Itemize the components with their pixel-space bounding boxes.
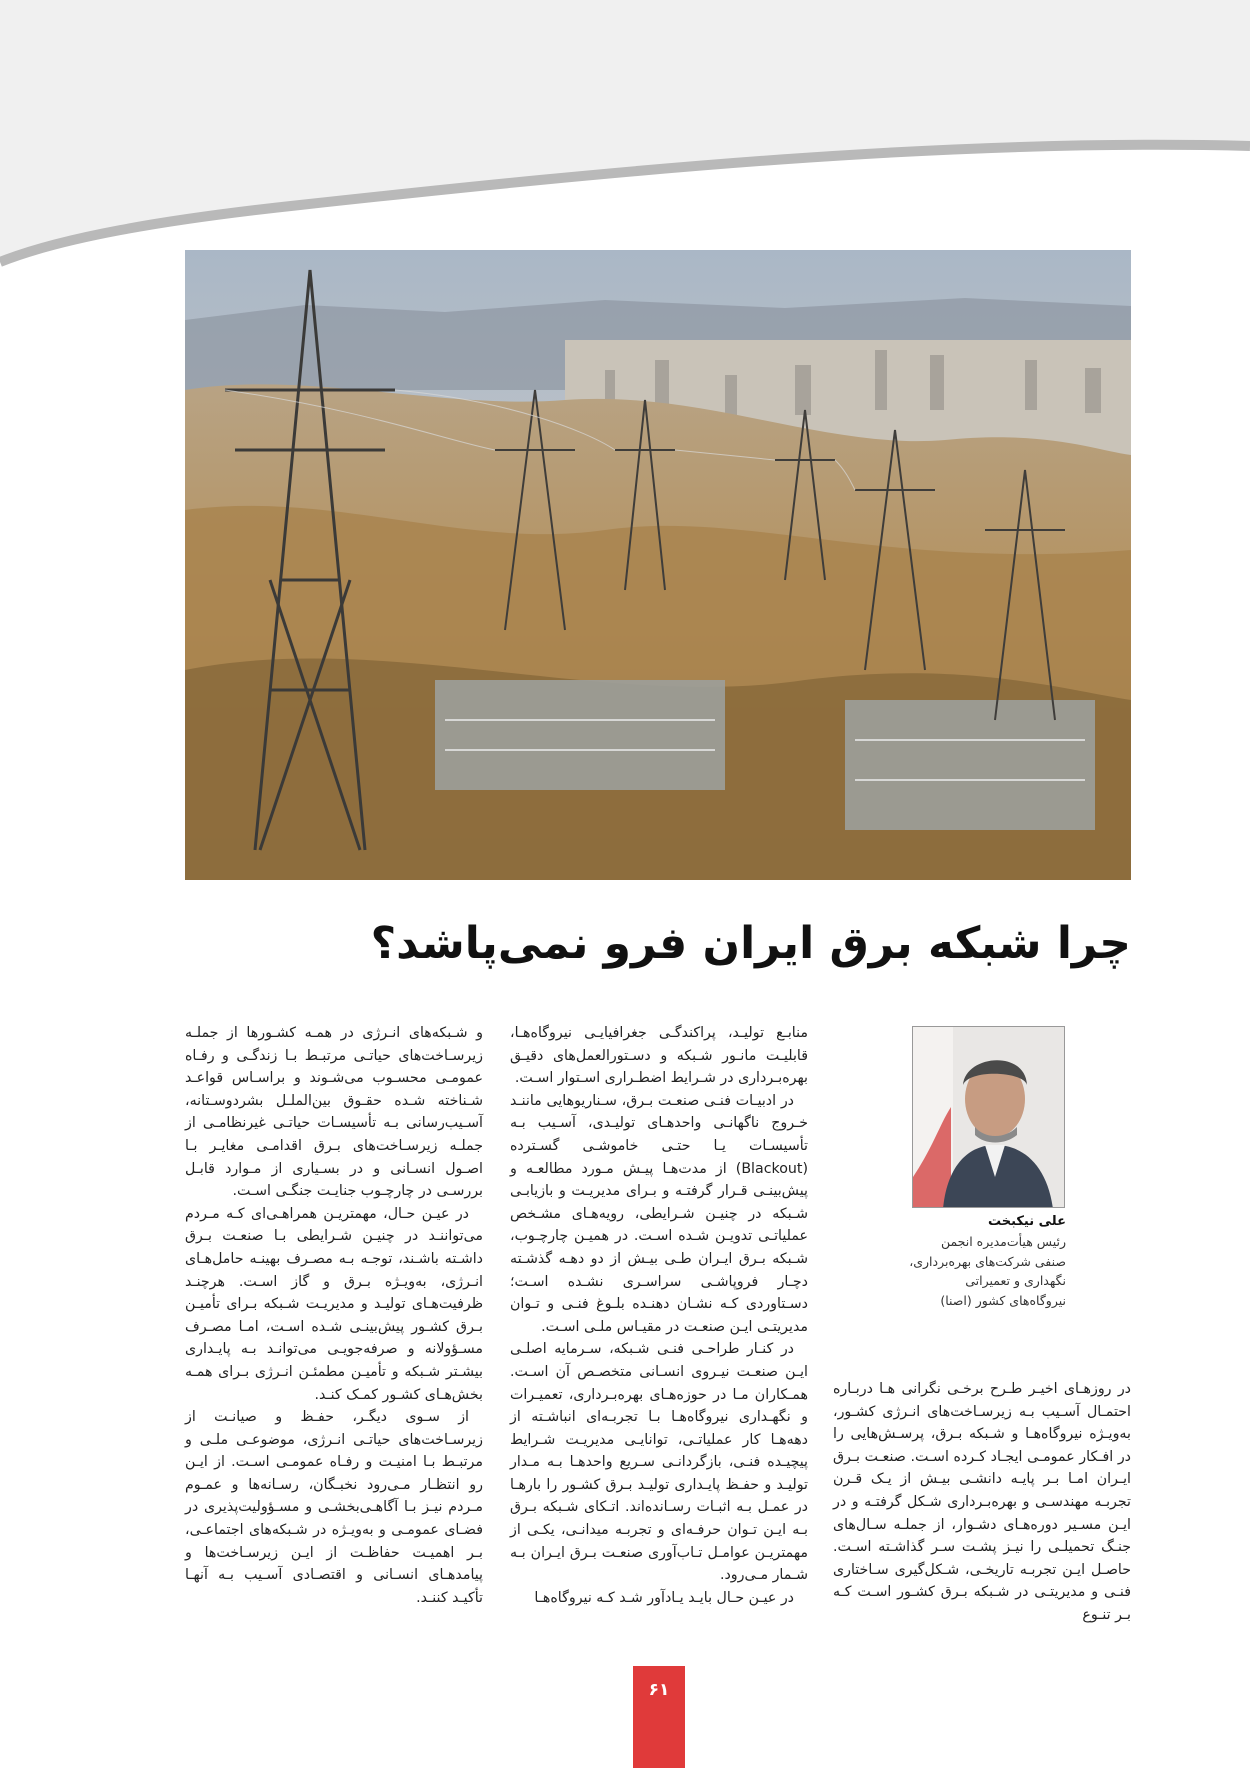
author-role-line: رئیس هیأت‌مدیره انجمن	[940, 1234, 1066, 1249]
article-paragraph: در عیـن حـال، مهمتریـن همراهـی‌ای کـه مـردم می‌تواننـد در چنیـن شـرایطی بـا صنعـت بـرق داشـته باشـند، توجـه بـه مصـرف بهینـه حامل‌هـای انـرژی، به‌ویـژه بـرق و گاز اسـت. هرچنـد ظرفیت‌هـای تولیـد و مدیریـت شـبکه بـرای تأمیـن بـرق کشـور پیش‌بینـی شـده اسـت، امـا مصـرف مسـؤولانه و صرفه‌جویـی می‌توانـد بـه پایـداری بیشـتر شـبکه و تأمیـن مطمئـن انـرژی بـرای همـه بخش‌هـای کشـور کمـک کنـد.	[185, 1205, 483, 1403]
article-paragraph: منابـع تولیـد، پراکندگـی جغرافیایـی نیروگاه‌هـا، قابلیـت مانـور شـبکه و دسـتورالعمل‌های دقیـق بهره‌بـرداری در شـرایط اضطـراری اسـتوار اسـت.	[510, 1025, 808, 1087]
article-paragraph: در عیـن حـال بایـد یـادآور شـد کـه نیروگاه‌هـا	[534, 1589, 794, 1606]
article-paragraph: در کنـار طراحـی فنـی شـبکه، سـرمایه اصلـی ایـن صنعـت نیـروی انسـانی متخصـص آن اسـت. همـکاران مـا در حوزه‌هـای بهره‌بـرداری، تعمیـرات و نگهـداری نیروگاه‌هـا بـا تجربـه‌ای انباشـته از دهه‌هـا کار عملیاتـی، توانایـی مدیریـت شـرایط پیچیـده فنـی، بازگردانـی سـریع واحدهـا بـه مـدار تولیـد و حفـظ پایـداری تولیـد بـرق کشـور را بارهـا در عمـل بـه اثبـات رسـانده‌اند. اتـکای شـبکه بـرق بـه ایـن تـوان حرفـه‌ای و تجربـه میدانـی، یکـی از مهمتریـن عوامـل تـاب‌آوری صنعـت بـرق ایـران بـه شـمار مـی‌رود.	[510, 1341, 808, 1584]
article-paragraph: از سـوی دیگـر، حفـظ و صیانـت از زیرسـاخت‌های حیاتـی انـرژی، موضوعـی ملـی و مرتبـط بـا امنیـت و رفـاه عمومـی اسـت. از ایـن رو انتظـار مـی‌رود نخبـگان، رسـانه‌ها و عمـوم مـردم نیـز بـا آگاهـی‌بخشـی و مسـؤولیت‌پذیری در فضـای عمومـی و به‌ویـژه در شـبکه‌های اجتماعـی، بـر اهمیـت حفاظـت از ایـن زیرسـاخت‌ها و پیامدهـای انسـانی و اقتصـادی آسـیب بـه آنهـا تأکیـد کننـد.	[185, 1409, 483, 1606]
page-number-tab	[633, 1666, 685, 1768]
article-paragraph: در ادبیـات فنـی صنعـت بـرق، سـناریوهایی ماننـد خـروج ناگهانـی واحدهـای تولیـدی، آسـیب بـه تأسیسـات یـا حتـی خاموشـی گسـترده (Blackout) از مدت‌هـا پیـش مـورد مطالعـه و پیش‌بینـی قـرار گرفتـه و بـرای مدیریـت و بازیابـی شـبکه در چنیـن شـرایطی، رویه‌هـای مشـخص عملیاتـی تدویـن شـده اسـت. در همیـن چارچـوب، شـبکه بـرق ایـران طـی بیـش از دو دهـه گذشـته دچـار فروپاشـی سراسـری نشـده اسـت؛ دسـتاوردی کـه نشـان دهنـده بلـوغ فنـی و تـوان مدیریتـی ایـن صنعـت در مقیـاس ملـی اسـت.	[510, 1092, 808, 1335]
article-title: چرا شبکه برق ایران فرو نمی‌پاشد؟	[370, 918, 1131, 969]
header-decoration	[0, 0, 1250, 270]
article-column-right	[833, 1378, 1131, 1627]
author-name: علی نیکبخت	[987, 1214, 1066, 1229]
author-role-line: صنفی شرکت‌های بهره‌برداری،	[909, 1253, 1066, 1269]
page-number: ۶۱	[648, 1680, 670, 1700]
author-photo	[912, 1026, 1065, 1208]
article-paragraph: و شـبکه‌های انـرژی در همـه کشـورها از جملـه زیرسـاخت‌های حیاتـی مرتبـط بـا زندگـی و رفـاه عمومـی محسـوب می‌شـوند و براسـاس قواعـد شـناخته شـده حقـوق بین‌الملـل بشردوسـتانه، آسـیب‌رسانی بـه تأسیسـات حیاتـی غیرنظامـی از جملـه زیرسـاخت‌های بـرق اقدامـی مغایـر بـا اصـول انسـانی و در بسـیاری از مـوارد قابـل بررسـی در چارچـوب جنایـت جنگـی اسـت.	[185, 1025, 483, 1200]
author-role-line: نیروگاه‌های کشور (اصنا)	[940, 1292, 1066, 1308]
article-photo	[185, 250, 1131, 880]
author-info	[860, 1212, 1066, 1310]
article-column-middle	[510, 1022, 808, 1609]
author-role-line: نگهداری و تعمیراتی	[965, 1273, 1066, 1288]
article-column-left	[185, 1022, 483, 1609]
article-paragraph: در روزهـای اخیـر طـرح برخـی نگرانی‌ هـا دربـاره احتمـال آسـیب بـه زیرسـاخت‌های انـرژی کشـور، به‌ویـژه نیروگاه‌هـا و شـبکه بـرق، پرسـش‌هایی را در افـکار عمومـی ایجـاد کـرده اسـت. صنعـت بـرق ایـران امـا بـر پایـه دانشـی بیـش از یـک قـرن تجربـه مهندسـی و بهره‌بـرداری شـکل گرفتـه و در ایـن مسـیر دوره‌هـای دشـوار، از جملـه سـال‌های جنـگ تحمیلـی را نیـز پشـت سـر گذاشـته اسـت. حاصـل ایـن تجربـه تاریخـی، شـکل‌گیری سـاختاری فنـی و مدیریتـی در شـبکه بـرق کشـور اسـت کـه بـر تنـوع	[833, 1381, 1131, 1623]
